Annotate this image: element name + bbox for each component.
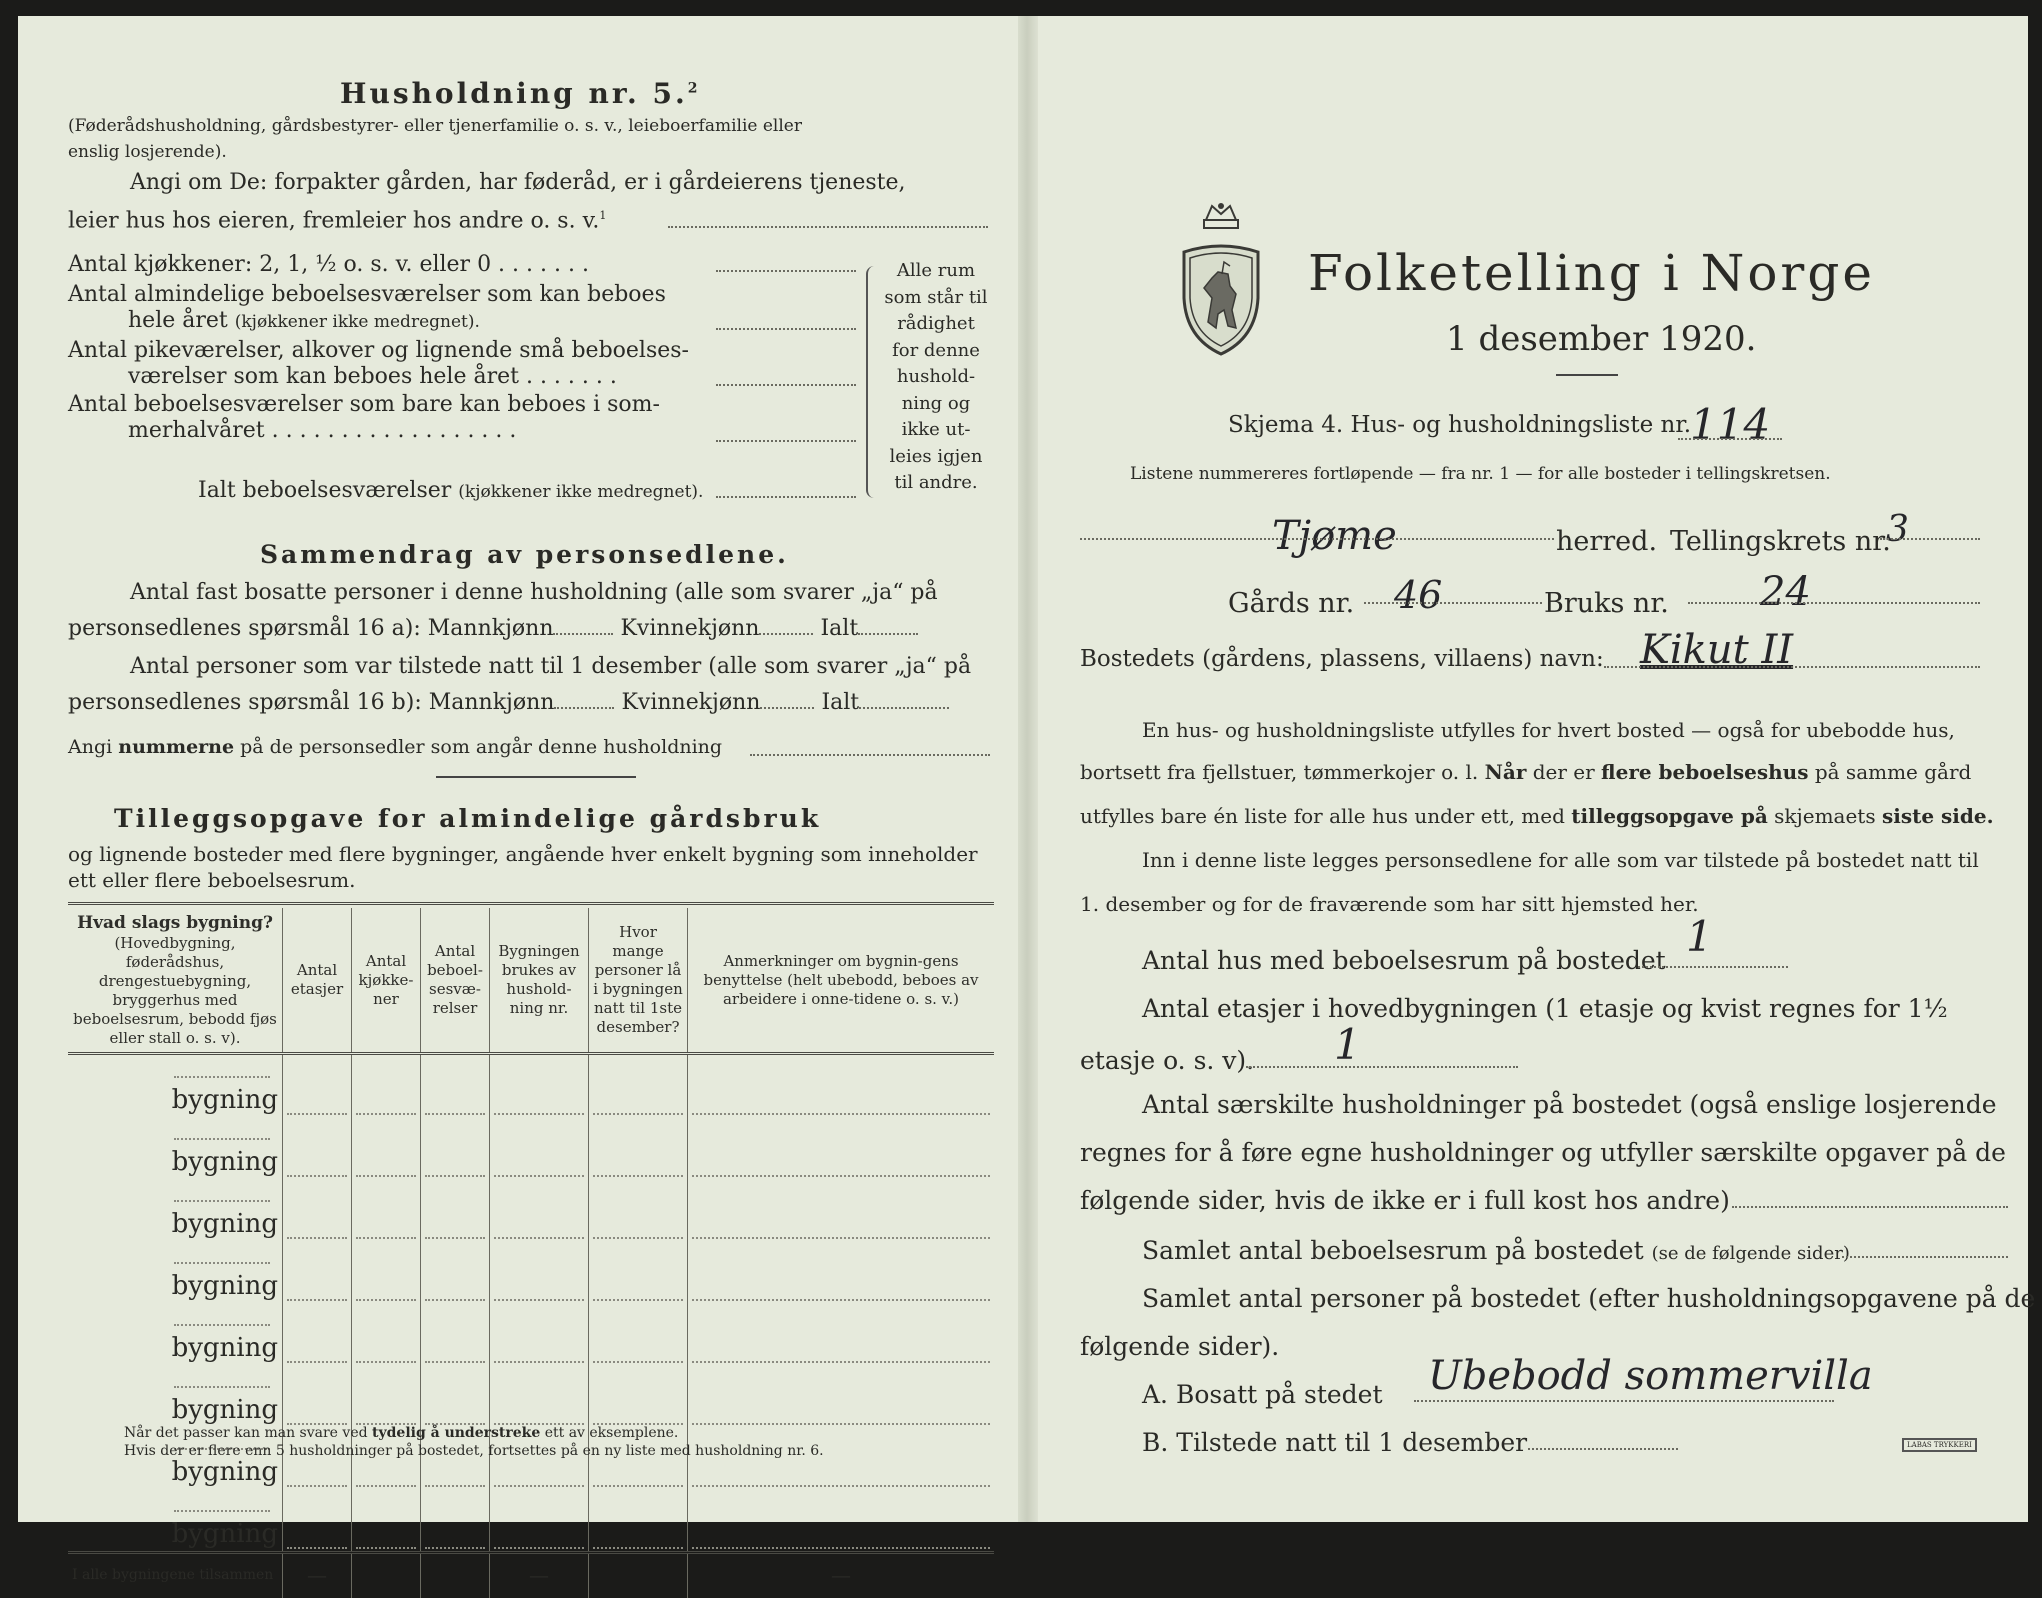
cell-dotted-line bbox=[494, 1360, 584, 1363]
floors-value[interactable]: 1 bbox=[1334, 1024, 1361, 1066]
building-value-cell[interactable] bbox=[490, 1117, 589, 1179]
building-row bbox=[68, 1365, 994, 1427]
total-row-cell[interactable]: — bbox=[688, 1553, 995, 1598]
summer-rooms-answer-line[interactable] bbox=[716, 440, 856, 442]
cell-dotted-line bbox=[692, 1484, 990, 1487]
floors-question-1: Antal etasjer i hovedbygningen (1 etasje og kvist regnes for 1½ bbox=[1142, 996, 1948, 1021]
form-title: Folketelling i Norge bbox=[1308, 248, 1875, 298]
building-value-cell[interactable] bbox=[589, 1241, 688, 1303]
person-numbers-question: Angi nummerne på de personsedler som angår denne husholdning bbox=[68, 738, 722, 757]
cell-dotted-line bbox=[692, 1546, 990, 1549]
cell-dotted-line bbox=[692, 1174, 990, 1177]
bracket-note-line: til andre. bbox=[880, 470, 992, 497]
small-rooms-question-2: værelser som kan beboes hele året . . . . . . . bbox=[128, 366, 617, 388]
summary-q1-line-1: Antal fast bosatte personer i denne husholdning (alle som svarer „ja“ på bbox=[130, 582, 938, 604]
building-value-cell[interactable] bbox=[490, 1241, 589, 1303]
building-value-cell[interactable] bbox=[589, 1365, 688, 1427]
coat-of-arms-icon bbox=[1178, 202, 1264, 358]
cell-dotted-line bbox=[425, 1546, 485, 1549]
building-value-cell[interactable] bbox=[421, 1241, 490, 1303]
building-value-cell[interactable] bbox=[688, 1117, 995, 1179]
total-rooms-question: Ialt beboelsesværelser (kjøkkener ikke medregnet). bbox=[198, 480, 703, 502]
building-value-cell[interactable] bbox=[352, 1365, 421, 1427]
cell-dotted-line bbox=[593, 1546, 683, 1549]
cell-dotted-line bbox=[287, 1546, 347, 1549]
household-intro-1: (Føderådshusholdning, gårdsbestyrer- eller tjenerfamilie o. s. v., leieboerfamilie eller bbox=[68, 118, 802, 135]
col-building-type: Hvad slags bygning? (Hovedbygning, føderådshus, drengestuebygning, bryggerhus med beboelsesrum, bebodd fjøs eller stall o. s. v). bbox=[68, 908, 283, 1054]
supplement-intro-1: og lignende bosteder med flere bygninger, angående hver enkelt bygning som inneholder bbox=[68, 844, 978, 864]
col-floors: Antal etasjer bbox=[283, 908, 352, 1054]
cell-dotted-line bbox=[356, 1174, 416, 1177]
building-value-cell[interactable] bbox=[283, 1303, 352, 1365]
total-row-cell[interactable]: — bbox=[283, 1553, 352, 1598]
households-line[interactable] bbox=[1732, 1206, 2008, 1208]
cell-dotted-line bbox=[356, 1360, 416, 1363]
cell-dotted-line bbox=[692, 1236, 990, 1239]
table-header-row bbox=[68, 908, 994, 1054]
total-row-label: I alle bygningene tilsammen bbox=[68, 1553, 283, 1598]
krets-value[interactable]: 3 bbox=[1886, 512, 1909, 548]
cell-dotted-line bbox=[425, 1112, 485, 1115]
instruction-1: En hus- og husholdningsliste utfylles for hvert bosted — også for ubebodde hus, bbox=[1142, 720, 1955, 740]
summary-q2-line-2: personsedlenes spørsmål 16 b): Mannkjønn Kvinnekjønn Ialt bbox=[68, 692, 949, 714]
cell-dotted-line bbox=[593, 1112, 683, 1115]
summary-q2-line-1: Antal personer som var tilstede natt til 1 desember (alle som svarer „ja“ på bbox=[130, 656, 971, 678]
building-value-cell[interactable] bbox=[352, 1489, 421, 1553]
building-row-label: bygning bbox=[172, 1333, 278, 1363]
col-remarks: Anmerkninger om bygnin-gens benyttelse (helt ubebodd, beboes av arbeidere i onne-tidene o. s. v.) bbox=[688, 908, 995, 1054]
supplement-heading: Tilleggsopgave for almindelige gårdsbruk bbox=[114, 806, 821, 831]
building-value-cell[interactable] bbox=[283, 1241, 352, 1303]
building-value-cell[interactable] bbox=[352, 1179, 421, 1241]
building-value-cell[interactable] bbox=[589, 1117, 688, 1179]
bracket-note-line: Alle rum bbox=[880, 258, 992, 285]
building-row-label: bygning bbox=[172, 1085, 278, 1115]
cell-dotted-line bbox=[425, 1174, 485, 1177]
building-type-cell[interactable] bbox=[68, 1117, 283, 1179]
col-rooms: Antal beboel-sesvæ-relser bbox=[421, 908, 490, 1054]
printer-stamp: LABAS TRYKKERI bbox=[1902, 1438, 1977, 1452]
gards-label: Gårds nr. bbox=[1228, 590, 1354, 617]
houses-question: Antal hus med beboelsesrum på bostedet bbox=[1142, 948, 1666, 973]
total-row-cell[interactable] bbox=[352, 1553, 421, 1598]
supplement-intro-2: ett eller flere beboelsesrum. bbox=[68, 870, 355, 890]
building-value-cell[interactable] bbox=[589, 1054, 688, 1118]
footnote-1: Når det passer kan man svare ved tydelig å understreke ett av eksemplene. bbox=[124, 1426, 678, 1440]
building-value-cell[interactable] bbox=[589, 1303, 688, 1365]
building-value-cell[interactable] bbox=[688, 1054, 995, 1118]
building-value-cell[interactable] bbox=[283, 1117, 352, 1179]
kitchens-answer-line[interactable] bbox=[716, 270, 856, 272]
floors-line[interactable] bbox=[1246, 1066, 1518, 1068]
person-numbers-answer-line[interactable] bbox=[750, 754, 990, 756]
building-row bbox=[68, 1489, 994, 1553]
cell-dotted-line bbox=[425, 1298, 485, 1301]
bracket-note-line: rådighet bbox=[880, 311, 992, 338]
bracket-note-line: leies igjen bbox=[880, 444, 992, 471]
persons-question-1: Samlet antal personer på bostedet (efter husholdningsopgavene på de bbox=[1142, 1286, 2035, 1311]
bracket-note-line: ning og bbox=[880, 391, 992, 418]
building-row bbox=[68, 1303, 994, 1365]
building-row bbox=[68, 1054, 994, 1118]
building-row bbox=[68, 1117, 994, 1179]
cell-dotted-line bbox=[593, 1298, 683, 1301]
cell-dotted-line bbox=[425, 1484, 485, 1487]
building-row-label: bygning bbox=[172, 1457, 278, 1487]
right-page bbox=[1038, 16, 2028, 1522]
krets-line[interactable] bbox=[1880, 538, 1980, 540]
cell-dotted-line bbox=[425, 1360, 485, 1363]
cell-dotted-line bbox=[287, 1360, 347, 1363]
building-row-label: bygning bbox=[172, 1271, 278, 1301]
cell-dotted-line bbox=[287, 1174, 347, 1177]
small-rooms-question-1: Antal pikeværelser, alkover og lignende små beboelses- bbox=[68, 340, 689, 362]
rooms-question-2: hele året (kjøkkener ikke medregnet). bbox=[128, 310, 480, 332]
building-value-cell[interactable] bbox=[352, 1303, 421, 1365]
summer-rooms-question-2: merhalvåret . . . . . . . . . . . . . . . . . . bbox=[128, 420, 516, 442]
building-value-cell[interactable] bbox=[421, 1365, 490, 1427]
households-question-3: følgende sider, hvis de ikke er i full kost hos andre) bbox=[1080, 1188, 1730, 1213]
houses-line[interactable] bbox=[1638, 966, 1788, 968]
cell-dotted-line bbox=[287, 1484, 347, 1487]
bosted-label: Bostedets (gårdens, plassens, villaens) navn: bbox=[1080, 648, 1604, 671]
cell-dotted-line bbox=[692, 1422, 990, 1425]
schema-label: Skjema 4. Hus- og husholdningsliste nr. bbox=[1228, 414, 1691, 437]
summer-rooms-question-1: Antal beboelsesværelser som bare kan beboes i som- bbox=[68, 394, 660, 416]
resident-line[interactable] bbox=[1414, 1400, 1834, 1402]
small-rooms-answer-line[interactable] bbox=[716, 384, 856, 386]
building-type-cell[interactable] bbox=[68, 1489, 283, 1553]
cell-dotted-line bbox=[287, 1112, 347, 1115]
households-question-2: regnes for å føre egne husholdninger og utfyller særskilte opgaver på de bbox=[1080, 1140, 2006, 1165]
building-value-cell[interactable] bbox=[589, 1179, 688, 1241]
resident-value[interactable]: Ubebodd sommervilla bbox=[1428, 1356, 1873, 1396]
gards-line[interactable] bbox=[1364, 602, 1542, 604]
household-heading: Husholdning nr. 5.$^2$ bbox=[340, 80, 701, 108]
bracket-note bbox=[880, 258, 992, 497]
cell-dotted-line bbox=[287, 1236, 347, 1239]
building-value-cell[interactable] bbox=[352, 1054, 421, 1118]
cell-dotted-line bbox=[494, 1112, 584, 1115]
bosted-line[interactable] bbox=[1604, 666, 1980, 668]
cell-dotted-line bbox=[494, 1174, 584, 1177]
cell-dotted-line bbox=[593, 1484, 683, 1487]
left-page bbox=[18, 16, 1018, 1522]
cell-dotted-line bbox=[593, 1360, 683, 1363]
persons-question-2: følgende sider). bbox=[1080, 1334, 1279, 1359]
cell-dotted-line bbox=[494, 1298, 584, 1301]
instruction-4: Inn i denne liste legges personsedlene for alle som var tilstede på bostedet natt til bbox=[1142, 850, 1979, 870]
cell-dotted-line bbox=[494, 1546, 584, 1549]
cell-dotted-line bbox=[692, 1360, 990, 1363]
total-row-cell[interactable]: — bbox=[490, 1553, 589, 1598]
bosted-value[interactable]: Kikut II bbox=[1640, 630, 1793, 670]
building-value-cell[interactable] bbox=[283, 1489, 352, 1553]
summary-q1-line-2: personsedlenes spørsmål 16 a): Mannkjønn Kvinnekjønn Ialt bbox=[68, 618, 918, 640]
households-question-1: Antal særskilte husholdninger på bostedet (også enslige losjerende bbox=[1142, 1092, 1997, 1117]
building-type-cell[interactable] bbox=[68, 1241, 283, 1303]
instruction-2: bortsett fra fjellstuer, tømmerkojer o. l. Når der er flere beboelseshus på samme gård bbox=[1080, 762, 1971, 782]
building-value-cell[interactable] bbox=[283, 1054, 352, 1118]
building-value-cell[interactable] bbox=[688, 1241, 995, 1303]
building-value-cell[interactable] bbox=[490, 1179, 589, 1241]
bruks-line[interactable] bbox=[1688, 602, 1980, 604]
building-value-cell[interactable] bbox=[421, 1489, 490, 1553]
present-label: B. Tilstede natt til 1 desember bbox=[1142, 1430, 1527, 1455]
rooms-answer-line[interactable] bbox=[716, 328, 856, 330]
floors-question-2: etasje o. s. v). bbox=[1080, 1048, 1254, 1073]
building-value-cell[interactable] bbox=[589, 1489, 688, 1553]
building-value-cell[interactable] bbox=[490, 1054, 589, 1118]
listing-note: Listene nummereres fortløpende — fra nr. 1 — for alle bosteder i tellingskretsen. bbox=[1130, 466, 1831, 483]
building-value-cell[interactable] bbox=[688, 1365, 995, 1427]
bracket-note-line: hushold- bbox=[880, 364, 992, 391]
cell-dotted-line bbox=[287, 1298, 347, 1301]
household-intro-2: enslig losjerende). bbox=[68, 144, 227, 161]
building-row bbox=[68, 1241, 994, 1303]
building-type-cell[interactable] bbox=[68, 1365, 283, 1427]
schema-number[interactable]: 114 bbox=[1690, 404, 1770, 446]
building-value-cell[interactable] bbox=[283, 1179, 352, 1241]
footnote-2: Hvis der er flere enn 5 husholdninger på bostedet, fortsettes på en ny liste med husholdning nr. 6. bbox=[124, 1444, 824, 1458]
building-value-cell[interactable] bbox=[421, 1303, 490, 1365]
resident-label: A. Bosatt på stedet bbox=[1142, 1382, 1383, 1407]
building-value-cell[interactable] bbox=[688, 1303, 995, 1365]
col-persons-night: Hvor mange personer lå i bygningen natt til 1ste desember? bbox=[589, 908, 688, 1054]
rooms-question-1: Antal almindelige beboelsesværelser som kan beboes bbox=[68, 284, 666, 306]
building-row bbox=[68, 1179, 994, 1241]
building-value-cell[interactable] bbox=[490, 1365, 589, 1427]
building-value-cell[interactable] bbox=[421, 1179, 490, 1241]
kitchens-question: Antal kjøkkener: 2, 1, ½ o. s. v. eller 0 . . . . . . . bbox=[68, 254, 589, 276]
cell-dotted-line bbox=[593, 1174, 683, 1177]
section-divider bbox=[436, 776, 636, 778]
building-row-label: bygning bbox=[172, 1395, 278, 1425]
building-type-cell[interactable] bbox=[68, 1179, 283, 1241]
cell-dotted-line bbox=[425, 1236, 485, 1239]
bruks-label: Bruks nr. bbox=[1544, 590, 1669, 617]
herred-value[interactable]: Tjøme bbox=[1272, 516, 1397, 556]
building-value-cell[interactable] bbox=[490, 1303, 589, 1365]
col-kitchens: Antal kjøkke-ner bbox=[352, 908, 421, 1054]
total-row-cell[interactable] bbox=[589, 1553, 688, 1598]
schema-number-line[interactable] bbox=[1678, 438, 1782, 440]
rooms-total-question: Samlet antal beboelsesrum på bostedet (se de følgende sider) bbox=[1142, 1238, 1850, 1263]
houses-value[interactable]: 1 bbox=[1686, 916, 1713, 958]
building-value-cell[interactable] bbox=[421, 1054, 490, 1118]
bruks-value[interactable]: 24 bbox=[1760, 572, 1811, 612]
rooms-total-line[interactable] bbox=[1842, 1256, 2008, 1258]
building-value-cell[interactable] bbox=[283, 1365, 352, 1427]
summary-heading: Sammendrag av personsedlene. bbox=[260, 542, 789, 567]
buildings-table bbox=[68, 908, 994, 1598]
cell-dotted-line bbox=[692, 1298, 990, 1301]
total-row bbox=[68, 1553, 994, 1598]
cell-dotted-line bbox=[356, 1112, 416, 1115]
building-type-cell[interactable] bbox=[68, 1303, 283, 1365]
bracket-note-line: for denne bbox=[880, 338, 992, 365]
herred-line[interactable] bbox=[1080, 538, 1554, 540]
census-form-sheet bbox=[18, 16, 2028, 1522]
bracket-note-line: som står til bbox=[880, 285, 992, 312]
ask-line-2: leier hus hos eieren, fremleier hos andre o. s. v.$^1$ bbox=[68, 210, 606, 232]
page-fold bbox=[1018, 16, 1038, 1522]
buildings-table-body bbox=[68, 1054, 994, 1598]
bracket-note-line: ikke ut- bbox=[880, 417, 992, 444]
cell-dotted-line bbox=[494, 1484, 584, 1487]
form-date: 1 desember 1920. bbox=[1446, 322, 1756, 356]
cell-dotted-line bbox=[494, 1236, 584, 1239]
table-top-rule bbox=[68, 902, 994, 905]
ask-answer-line[interactable] bbox=[668, 226, 988, 228]
cell-dotted-line bbox=[356, 1484, 416, 1487]
building-value-cell[interactable] bbox=[688, 1179, 995, 1241]
title-divider bbox=[1556, 374, 1618, 376]
total-row-cell[interactable] bbox=[421, 1553, 490, 1598]
building-row-label: bygning bbox=[172, 1519, 278, 1549]
herred-label: herred. bbox=[1556, 528, 1657, 555]
building-value-cell[interactable] bbox=[421, 1117, 490, 1179]
gards-value[interactable]: 46 bbox=[1394, 576, 1442, 614]
building-row-label: bygning bbox=[172, 1209, 278, 1239]
instruction-5: 1. desember og for de fraværende som har sitt hjemsted her. bbox=[1080, 894, 1699, 914]
col-household-no: Bygningen brukes av hushold-ning nr. bbox=[490, 908, 589, 1054]
building-value-cell[interactable] bbox=[688, 1489, 995, 1553]
cell-dotted-line bbox=[356, 1546, 416, 1549]
building-value-cell[interactable] bbox=[352, 1241, 421, 1303]
total-rooms-answer-line[interactable] bbox=[716, 496, 856, 498]
cell-dotted-line bbox=[356, 1298, 416, 1301]
building-row-label: bygning bbox=[172, 1147, 278, 1177]
building-value-cell[interactable] bbox=[490, 1489, 589, 1553]
cell-dotted-line bbox=[692, 1112, 990, 1115]
building-value-cell[interactable] bbox=[352, 1117, 421, 1179]
bracket-brace bbox=[866, 266, 878, 498]
cell-dotted-line bbox=[356, 1236, 416, 1239]
building-type-cell[interactable] bbox=[68, 1054, 283, 1118]
present-line[interactable] bbox=[1528, 1448, 1678, 1450]
instruction-3: utfylles bare én liste for alle hus under ett, med tilleggsopgave på skjemaets siste side. bbox=[1080, 806, 1994, 826]
cell-dotted-line bbox=[593, 1236, 683, 1239]
ask-line-1: Angi om De: forpakter gården, har føderåd, er i gårdeierens tjeneste, bbox=[130, 172, 906, 194]
krets-label: Tellingskrets nr. bbox=[1670, 528, 1891, 555]
